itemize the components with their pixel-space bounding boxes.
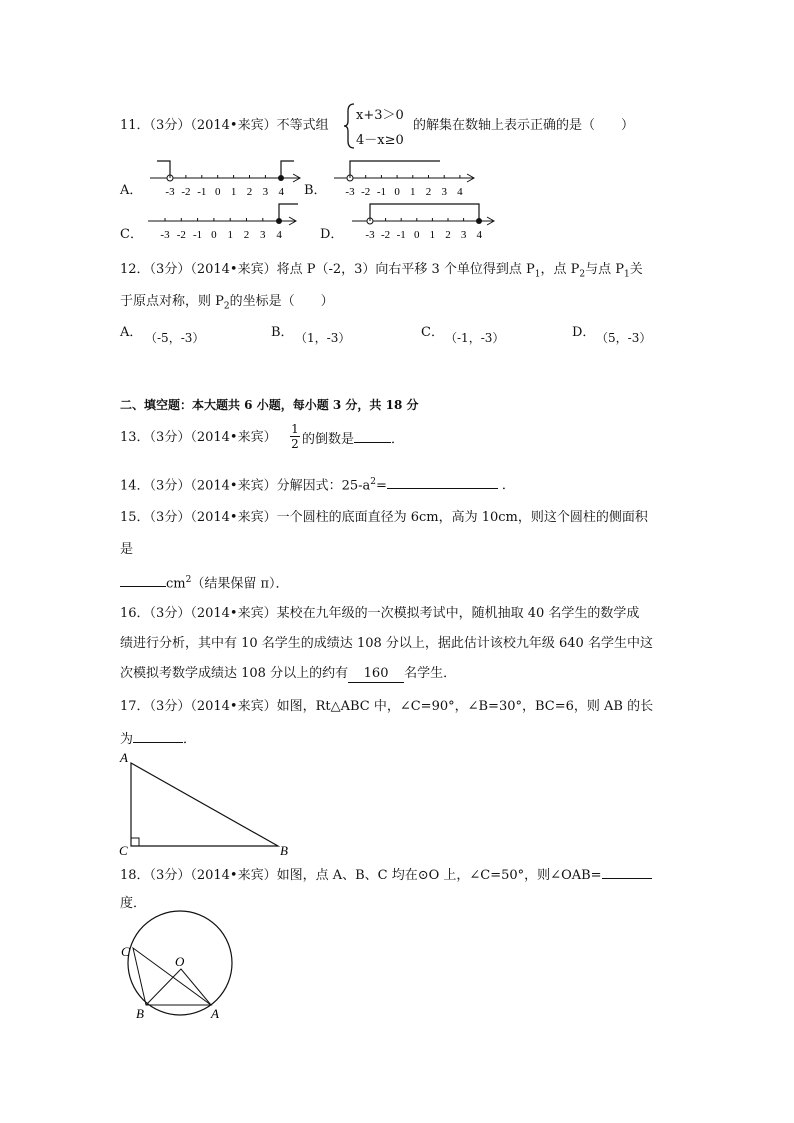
q12-option-d-label: D． [572,325,596,340]
tick-label: -1 [396,229,406,241]
label-b: B [136,1006,144,1021]
q12-option-a-value: （-5，-3） [145,331,205,345]
tick-label: 4 [276,229,282,241]
q15-line1: 15．（3分）（2014•来宾）一个圆柱的底面直径为 6cm，高为 10cm，则这个圆柱的侧面积 [120,510,648,525]
section-heading: 二、填空题：本大题共 6 小题，每小题 3 分，共 18 分 [120,398,419,412]
tick-label: 2 [445,229,451,241]
q12-line1: 12．（3分）（2014•来宾）将点 P（-2，3）向右平移 3 个单位得到点 $P_1$，点 $P_2$与点 $P_1$关 [120,262,643,280]
q17-line2: 为 ． [120,732,197,747]
tick-label: 1 [410,186,416,198]
q11-option-b-label: B． [304,183,327,198]
q12-option-c-label: C． [421,325,444,340]
tick-label: 4 [476,229,482,241]
q12-option-c-value: （-1，-3） [445,331,505,345]
q11-option-d-label: D． [320,227,344,242]
q13-fraction: 1 2 [291,422,299,451]
tick-label: 0 [211,229,217,241]
tick-label: -2 [176,229,186,241]
tick-label: 3 [441,186,447,198]
q12-option-b-label: B． [271,325,294,340]
tick-label: -1 [376,186,386,198]
q11-prefix: 11．（3分）（2014•来宾）不等式组 [120,118,329,133]
q15-line3: $cm^2$（结果保留 π）． [120,572,289,592]
tick-label: 3 [260,229,266,241]
q13-suffix: 的倒数是 ． [302,432,405,447]
tick-label: -3 [160,229,170,241]
label-c: C [121,944,130,959]
q16-line3: 次模拟考数学成绩达 108 分以上的约有 160 名学生． [120,666,457,681]
label-c: C [119,843,128,858]
tick-label: 2 [425,186,432,198]
q11-ineq1: x+3＞0 [356,108,404,123]
q16-line2: 绩进行分析，其中有 10 名学生的成绩达 108 分以上，据此估计该校九年级 640 名学生中这 [120,636,653,651]
tick-label: 2 [243,229,250,241]
q18-line2: 度． [120,896,147,911]
q14-text: 14．（3分）（2014•来宾）分解因式：$25-a^2=$ ． [120,477,515,494]
q12-option-a-label: A． [120,325,143,340]
q13-prefix: 13．（3分）（2014•来宾） [120,430,277,445]
tick-label: 3 [460,229,467,241]
q12-option-b-value: （1，-3） [295,331,351,345]
q12-line2: 于原点对称，则 $P_2$的坐标是（ ） [120,294,334,312]
q11-option-c-label: C． [120,227,143,242]
tick-label: -1 [193,229,203,241]
q11-ineq2: 4－x≥0 [356,133,404,148]
tick-label: -3 [365,229,375,241]
q17-line1: 17．（3分）（2014•来宾）如图，Rt△ABC 中，∠C=90°，∠B=30°，BC=6，则 AB 的长 [120,699,654,714]
q12-option-d-value: （5，-3） [596,331,652,345]
tick-label: -3 [165,186,175,198]
tick-label: -3 [345,186,355,198]
tick-label: 3 [262,186,269,198]
tick-label: 0 [214,186,221,198]
tick-label: 1 [230,186,237,198]
tick-label: -1 [197,186,207,198]
q16-line1: 16．（3分）（2014•来宾）某校在九年级的一次模拟考试中，随机抽取 40 名学生的数学成 [120,606,640,621]
q11-option-a-label: A． [120,183,143,198]
tick-label: 4 [457,186,463,198]
tick-label: 0 [394,186,400,198]
label-o: O [175,954,185,969]
q11-suffix: 的解集在数轴上表示正确的是（ ） [413,118,635,133]
tick-label: 1 [429,229,436,241]
tick-label: 1 [227,229,233,241]
tick-label: -2 [361,186,371,198]
q16-answer: 160 [348,666,404,683]
tick-label: -2 [381,229,391,241]
label-a: A [120,750,128,765]
q15-line2: 是 [120,542,134,557]
tick-label: -2 [181,186,191,198]
tick-label: 4 [278,186,285,198]
tick-label: 2 [246,186,253,198]
q18-line1: 18．（3分）（2014•来宾）如图，点 A、B、C 均在⊙O 上，∠C=50°，则∠OAB= [120,866,652,884]
tick-label: 0 [414,229,420,241]
label-b: B [280,843,288,858]
label-a: A [211,1006,219,1021]
